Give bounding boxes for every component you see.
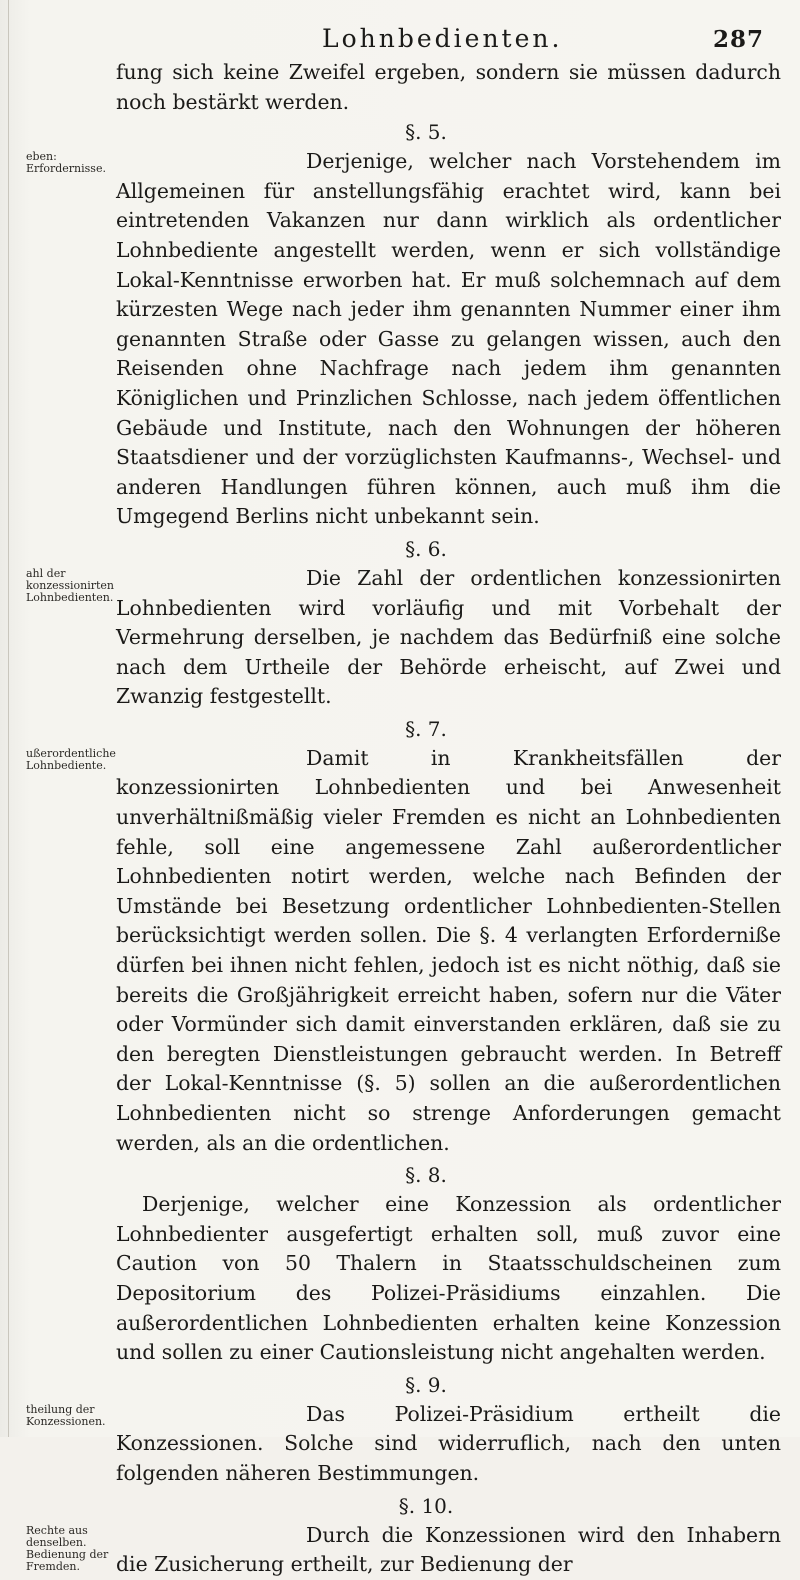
- section-6: [26, 564, 786, 712]
- paragraph-text: Die Zahl der ordentlichen konzessionirten Lohnbedienten wird vorläufig und mit Vorbehalt der Vermehrung derselben, je nachdem das Bedürfniß eine solche nach dem Urtheile der Behörde erheischt, auf Zwei und Zwanzig festgestellt.: [116, 565, 781, 709]
- margin-note: eben: Erfordernisse.: [26, 150, 106, 176]
- margin-note: ußerordentliche Lohnbediente.: [26, 746, 116, 772]
- gutter-edge: [8, 0, 9, 1437]
- paragraph-text: fung sich keine Zweifel ergeben, sondern sie müssen dadurch noch bestärkt werden.: [116, 60, 781, 114]
- section-5: [26, 147, 786, 532]
- page-number: 287: [712, 26, 764, 53]
- section-heading-8: §. 8.: [405, 1163, 447, 1188]
- paragraph-text: Das Polizei-Präsidium ertheilt die Konzessionen. Solche sind widerruflich, nach den unten folgenden näheren Bestimmungen.: [116, 1401, 781, 1485]
- section-8: [26, 1190, 786, 1368]
- paragraph-text: Derjenige, welcher nach Vorstehendem im Allgemeinen für anstellungsfähig erachtet wird, kann bei eintretenden Vakanzen nur dann wirklich als ordentlicher Lohnbediente angestellt werden, wenn er sich vollständige Lokal-Kenntnisse erworben hat. Er muß solchemnach auf dem kürzesten Wege nach jeder ihm genannten Nummer einer ihm genannten Straße oder Gasse zu gelangen wissen, auch den Reisenden ohne Nachfrage nach jedem ihm genannten Königlichen und Prinzlichen Schlosse, nach jedem öffentlichen Gebäude und Institute, nach den Wohnungen der höheren Staatsdiener und der vorzüglichsten Kaufmanns-, Wechsel- und anderen Handlungen führen können, auch muß ihm die Umgegend Berlins nicht unbekannt sein.: [116, 149, 781, 529]
- section-heading-7: §. 7.: [405, 716, 447, 741]
- running-title: Lohnbedienten.: [322, 24, 563, 53]
- paragraph-text: Derjenige, welcher eine Konzession als ordentlicher Lohnbedienter ausgefertigt erhalten soll, muß zuvor eine Caution von 50 Thalern in Staatsschuldscheinen zum Depositorium des Polizei-Präsidiums einzahlen. Die außerordentlichen Lohnbedienten erhalten keine Konzession und sollen zu einer Cautionsleistung nicht angehalten werden.: [116, 1192, 781, 1365]
- section-heading-10: §. 10.: [398, 1493, 454, 1518]
- margin-note: Rechte aus denselben. Bedienung der Fremden.: [26, 1523, 109, 1573]
- section-heading-5: §. 5.: [405, 120, 447, 145]
- paragraph-continued: [26, 58, 786, 117]
- section-heading-6: §. 6.: [405, 536, 447, 561]
- section-9: [26, 1400, 786, 1489]
- page-header: [0, 24, 800, 56]
- section-10: [26, 1521, 786, 1580]
- page-body: [26, 58, 786, 1580]
- section-7: [26, 744, 786, 1158]
- paragraph-text: Damit in Krankheitsfällen der konzessionirten Lohnbedienten und bei Anwesenheit unverhältnißmäßig vieler Fremden es nicht an Lohnbedienten fehle, soll eine angemessene Zahl außerordentlicher Lohnbedienten notirt werden, welche nach Befinden der Umstände bei Besetzung ordentlicher Lohnbedienten-Stellen berücksichtigt werden sollen. Die §. 4 verlangten Erforderniße dürfen bei ihnen nicht fehlen, jedoch ist es nicht nöthig, daß sie bereits die Großjährigkeit erreicht haben, sofern nur die Väter oder Vormünder sich damit einverstanden erklären, daß sie zu den beregten Dienstleistungen gebraucht werden. In Betreff der Lokal-Kenntnisse (§. 5) sollen an die außerordentlichen Lohnbedienten nicht so strenge Anforderungen gemacht werden, als an die ordentlichen.: [116, 745, 781, 1155]
- margin-note: theilung der Konzessionen.: [26, 1402, 106, 1428]
- section-heading-9: §. 9.: [405, 1372, 447, 1397]
- margin-note: ahl der konzessionirten Lohnbedienten.: [26, 566, 114, 604]
- paragraph-text: Durch die Konzessionen wird den Inhabern die Zusicherung ertheilt, zur Bedienung der: [116, 1522, 781, 1577]
